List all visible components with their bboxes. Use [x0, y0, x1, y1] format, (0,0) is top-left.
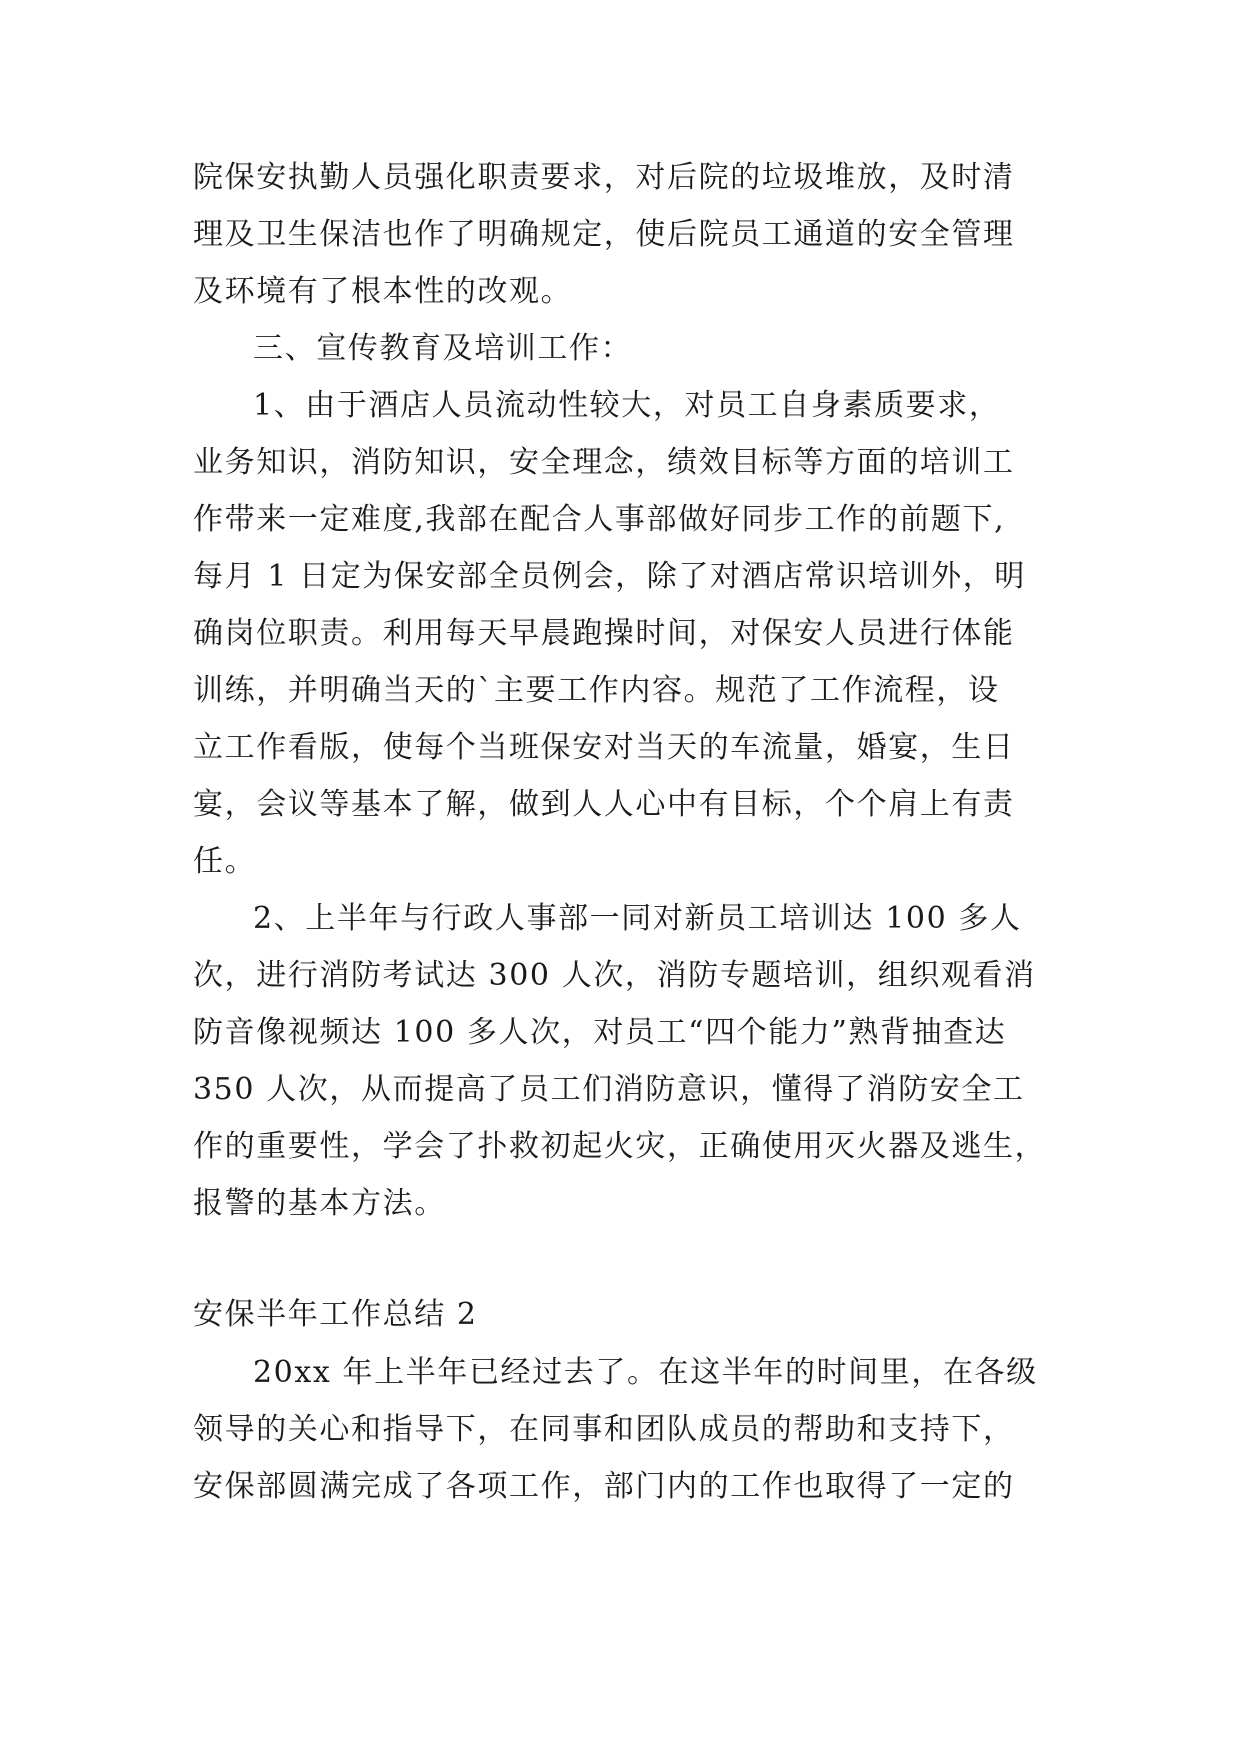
- section-heading: 三、宣传教育及培训工作：: [253, 331, 633, 366]
- text-line: 1、由于酒店人员流动性较大，对员工自身素质要求，: [253, 388, 1001, 423]
- text-line: 立工作看版，使每个当班保安对当天的车流量，婚宴，生日: [193, 730, 1015, 765]
- text-line: 业务知识，消防知识，安全理念，绩效目标等方面的培训工: [193, 445, 1015, 480]
- text-line: 任。: [193, 844, 257, 879]
- text-line: 训练，并明确当天的`主要工作内容。规范了工作流程，设: [193, 673, 1000, 708]
- text-line: 宴，会议等基本了解，做到人人心中有目标，个个肩上有责: [193, 787, 1015, 822]
- text-line: 领导的关心和指导下，在同事和团队成员的帮助和支持下，: [193, 1412, 1015, 1447]
- text-line: 作带来一定难度,我部在配合人事部做好同步工作的前题下,: [193, 502, 1006, 537]
- text-line: 2、上半年与行政人事部一同对新员工培训达 100 多人: [253, 901, 1022, 936]
- text-line: 次，进行消防考试达 300 人次，消防专题培训，组织观看消: [193, 958, 1036, 993]
- text-line: 报警的基本方法。: [193, 1186, 446, 1221]
- text-line: 20xx 年上半年已经过去了。在这半年的时间里，在各级: [253, 1355, 1038, 1390]
- text-line: 350 人次，从而提高了员工们消防意识，懂得了消防安全工: [193, 1072, 1025, 1107]
- text-line: 安保部圆满完成了各项工作，部门内的工作也取得了一定的: [193, 1469, 1015, 1504]
- section-title: 安保半年工作总结 2: [193, 1297, 478, 1332]
- text-line: 作的重要性，学会了扑救初起火灾，正确使用灭火器及逃生，: [193, 1129, 1047, 1164]
- text-line: 确岗位职责。利用每天早晨跑操时间，对保安人员进行体能: [193, 616, 1015, 651]
- text-line: 每月 1 日定为保安部全员例会，除了对酒店常识培训外，明: [193, 559, 1026, 594]
- text-line: 院保安执勤人员强化职责要求，对后院的垃圾堆放，及时清: [193, 160, 1015, 195]
- text-line: 理及卫生保洁也作了明确规定，使后院员工通道的安全管理: [193, 217, 1015, 252]
- text-line: 防音像视频达 100 多人次，对员工“四个能力”熟背抽查达: [193, 1015, 1007, 1050]
- text-line: 及环境有了根本性的改观。: [193, 274, 573, 309]
